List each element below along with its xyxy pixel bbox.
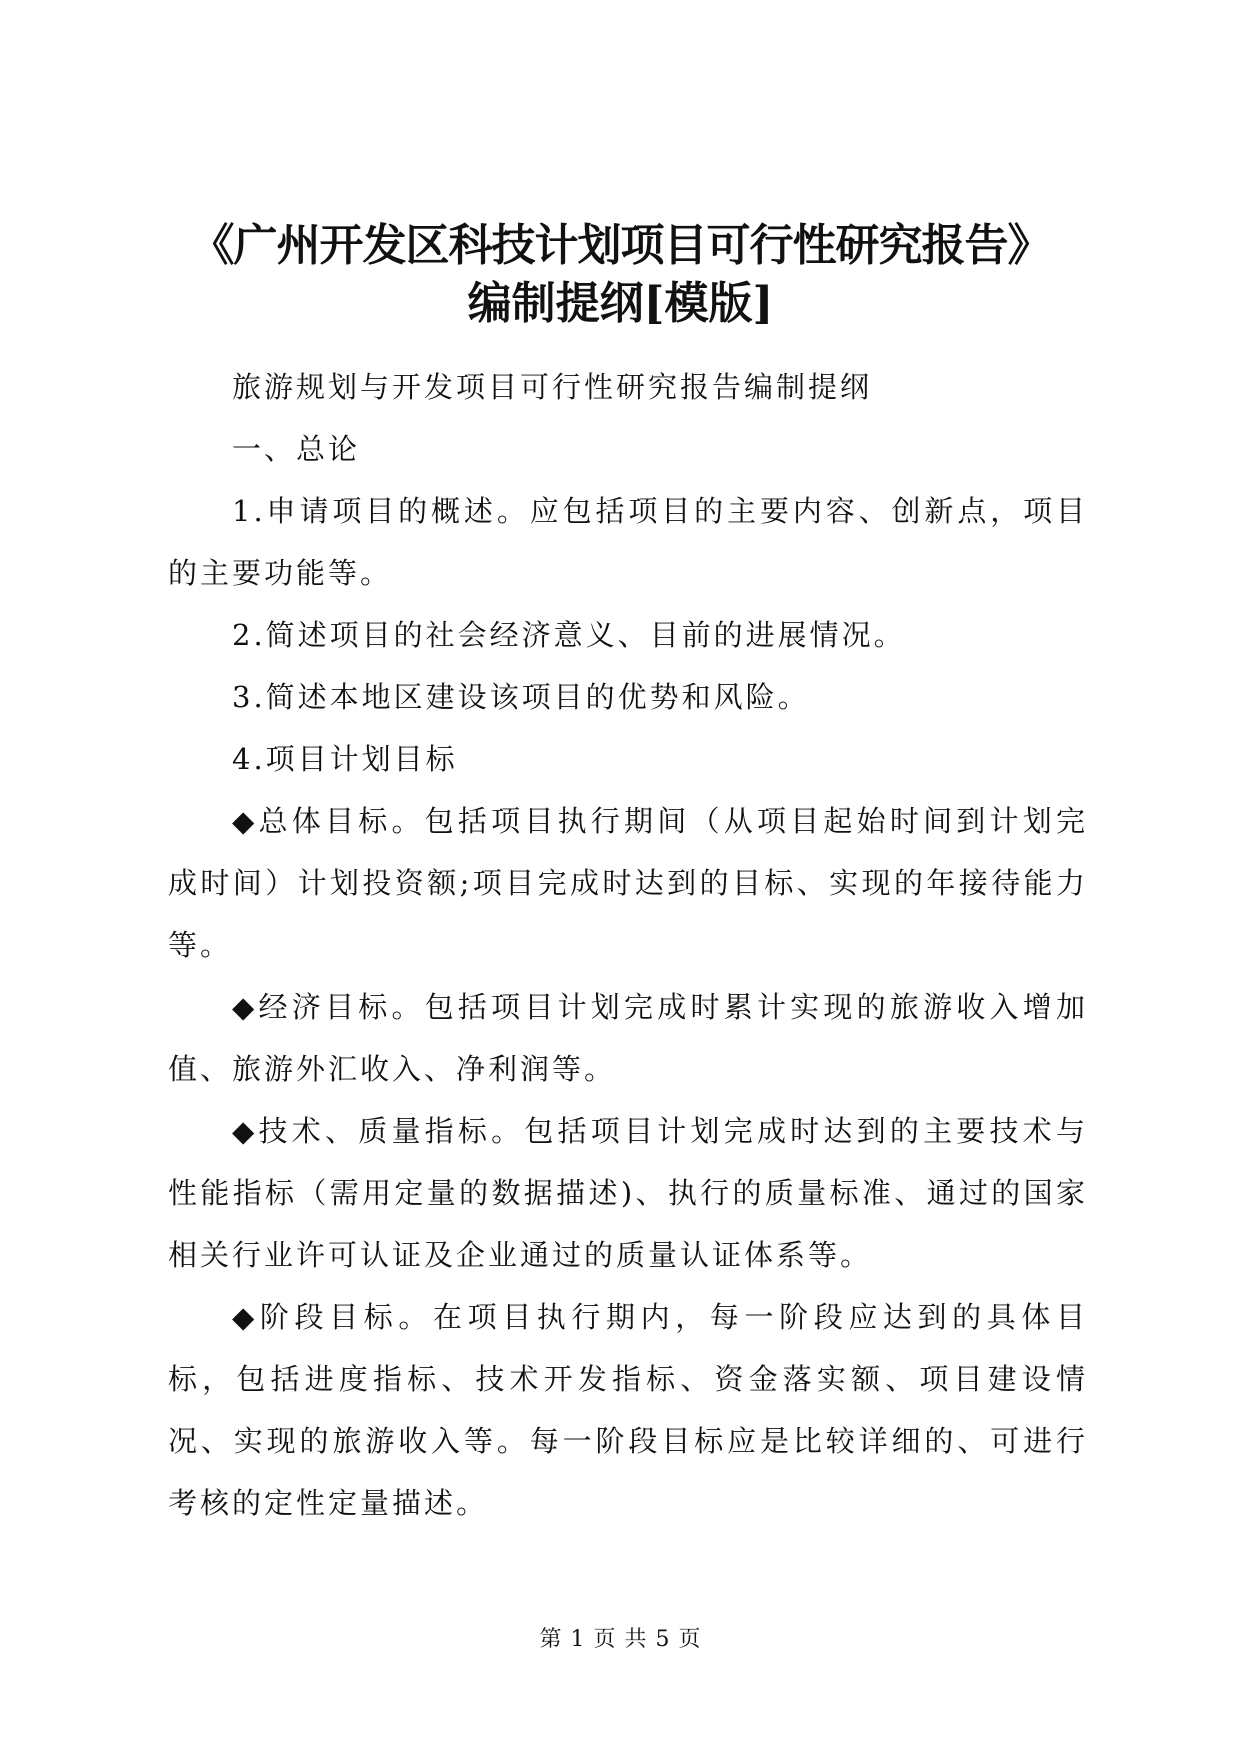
paragraph-overall-goal: ◆总体目标。包括项目执行期间（从项目起始时间到计划完成时间）计划投资额;项目完成时达到的目标、实现的年接待能力等。 [168,804,1088,962]
paragraph-item-3: 3.简述本地区建设该项目的优势和风险。 [232,680,810,714]
paragraph-item-4: 4.项目计划目标 [232,742,458,776]
document-title-line1: 《广州开发区科技计划项目可行性研究报告》 [190,220,1051,271]
paragraph-section-heading: 一、总论 [232,432,361,466]
paragraph-subtitle: 旅游规划与开发项目可行性研究报告编制提纲 [232,370,873,404]
document-title-line2: 编制提纲[模版] [467,278,774,329]
paragraph-economic-goal: ◆经济目标。包括项目计划完成时累计实现的旅游收入增加值、旅游外汇收入、净利润等。 [168,990,1088,1086]
paragraph-item-1: 1.申请项目的概述。应包括项目的主要内容、创新点，项目的主要功能等。 [168,494,1088,590]
paragraph-stage-goal: ◆阶段目标。在项目执行期内，每一阶段应达到的具体目标，包括进度指标、技术开发指标、资金落实额、项目建设情况、实现的旅游收入等。每一阶段目标应是比较详细的、可进行考核的定性定量描述。 [168,1300,1088,1520]
page-number-footer: 第 1 页 共 5 页 [539,1627,702,1652]
paragraph-item-2: 2.简述项目的社会经济意义、目前的进展情况。 [232,618,906,652]
document-body [168,356,1088,1534]
paragraph-technical-quality: ◆技术、质量指标。包括项目计划完成时达到的主要技术与性能指标（需用定量的数据描述)、执行的质量标准、通过的国家相关行业许可认证及企业通过的质量认证体系等。 [168,1114,1088,1272]
